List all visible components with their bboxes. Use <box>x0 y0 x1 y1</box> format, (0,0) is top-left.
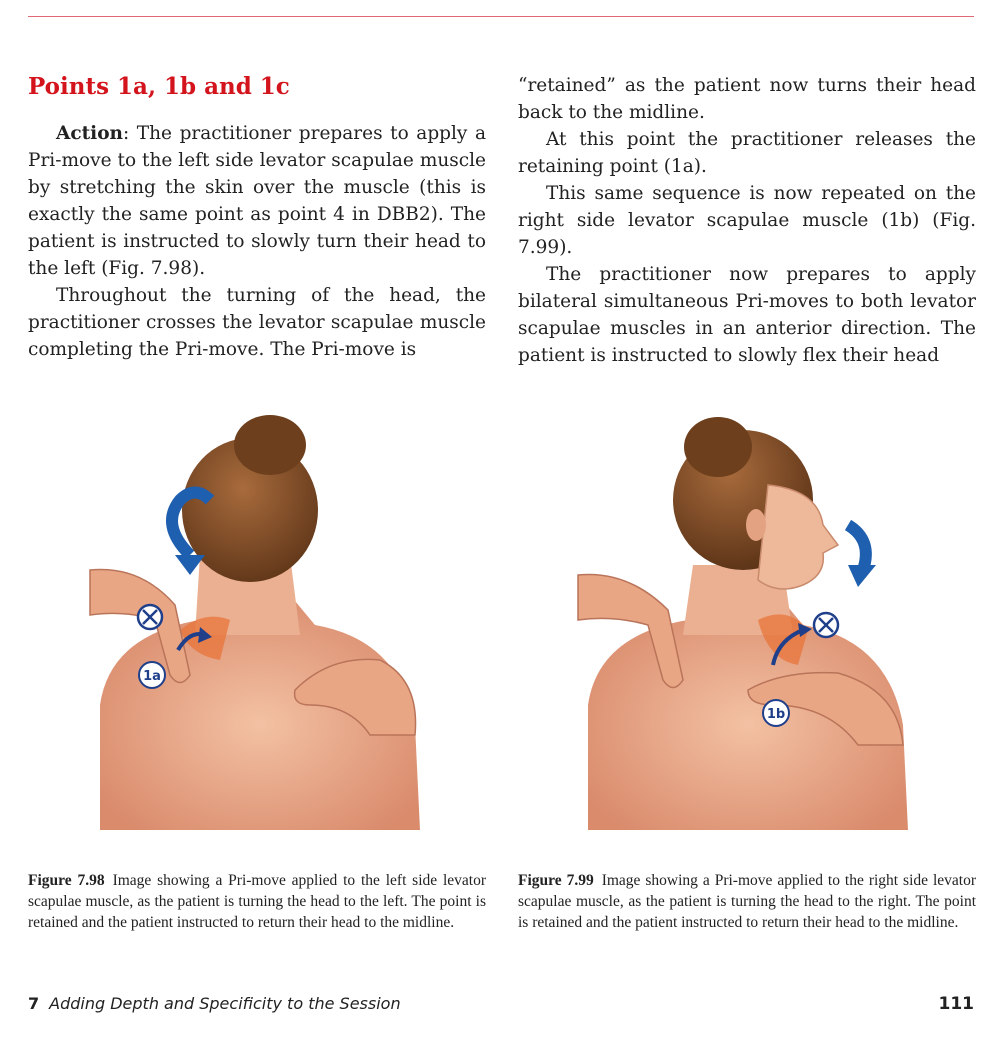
paragraph-bilateral: The practitioner now prepares to apply bilateral simultaneous Pri-moves to both levator scapulae muscles in an anterior direction. The patient is instructed to slowly flex their head <box>518 264 976 366</box>
figure-7-99-illustration <box>518 405 978 845</box>
rotation-arrow-icon <box>848 525 866 570</box>
caption-label: Figure 7.99 <box>518 872 594 889</box>
point-1a-label: 1a <box>143 669 161 684</box>
figure-7-99-caption <box>518 870 976 933</box>
top-rule <box>28 16 974 17</box>
paragraph-release: At this point the practitioner releases the retaining point (1a). <box>518 129 976 177</box>
back-of-head-illustration <box>30 405 490 845</box>
page-footer <box>28 994 974 1020</box>
action-text: : The practitioner prepares to apply a Pri-move to the left side levator scapulae muscle by stretching the skin over the muscle (this is exactly the same point as point 4 in DBB2). The patient is instructed to slowly turn their head to the left (Fig. 7.98). <box>28 123 486 279</box>
caption-text: Image showing a Pri-move applied to the left side levator scapulae muscle, as the patient is turning the head to the left. The point is retained and the patient instructed to return their head to the midline. <box>28 872 486 931</box>
paragraph-action <box>28 120 486 282</box>
point-1b-label: 1b <box>766 707 786 722</box>
running-footer <box>28 994 401 1013</box>
ear <box>746 509 766 541</box>
paragraph-retained: “retained” as the patient now turns their head back to the midline. <box>518 75 976 123</box>
caption-label: Figure 7.98 <box>28 872 105 889</box>
paragraph-throughout: Throughout the turning of the head, the practitioner crosses the levator scapulae muscle completing the Pri-move. The Pri-move is <box>28 285 486 360</box>
figure-7-98-illustration <box>30 405 490 845</box>
rotation-arrowhead-icon <box>848 565 876 587</box>
side-head-illustration <box>518 405 978 845</box>
action-label: Action <box>56 123 123 144</box>
chapter-number: 7 <box>28 994 40 1013</box>
section-heading: Points 1a, 1b and 1c <box>28 73 290 100</box>
left-column <box>28 72 486 363</box>
figure-7-98-caption <box>28 870 486 933</box>
right-column <box>518 72 976 369</box>
hair-bun <box>684 417 752 477</box>
page-number: 111 <box>938 994 974 1014</box>
chapter-title: Adding Depth and Specificity to the Session <box>49 994 401 1013</box>
caption-text: Image showing a Pri-move applied to the right side levator scapulae muscle, as the patient is turning the head to the right. The point is retained and the patient instructed to return their head to the midline. <box>518 872 976 931</box>
hair-bun <box>234 415 306 475</box>
face-profile <box>758 485 838 589</box>
paragraph-repeat: This same sequence is now repeated on the right side levator scapulae muscle (1b) (Fig. 7.99). <box>518 183 976 258</box>
